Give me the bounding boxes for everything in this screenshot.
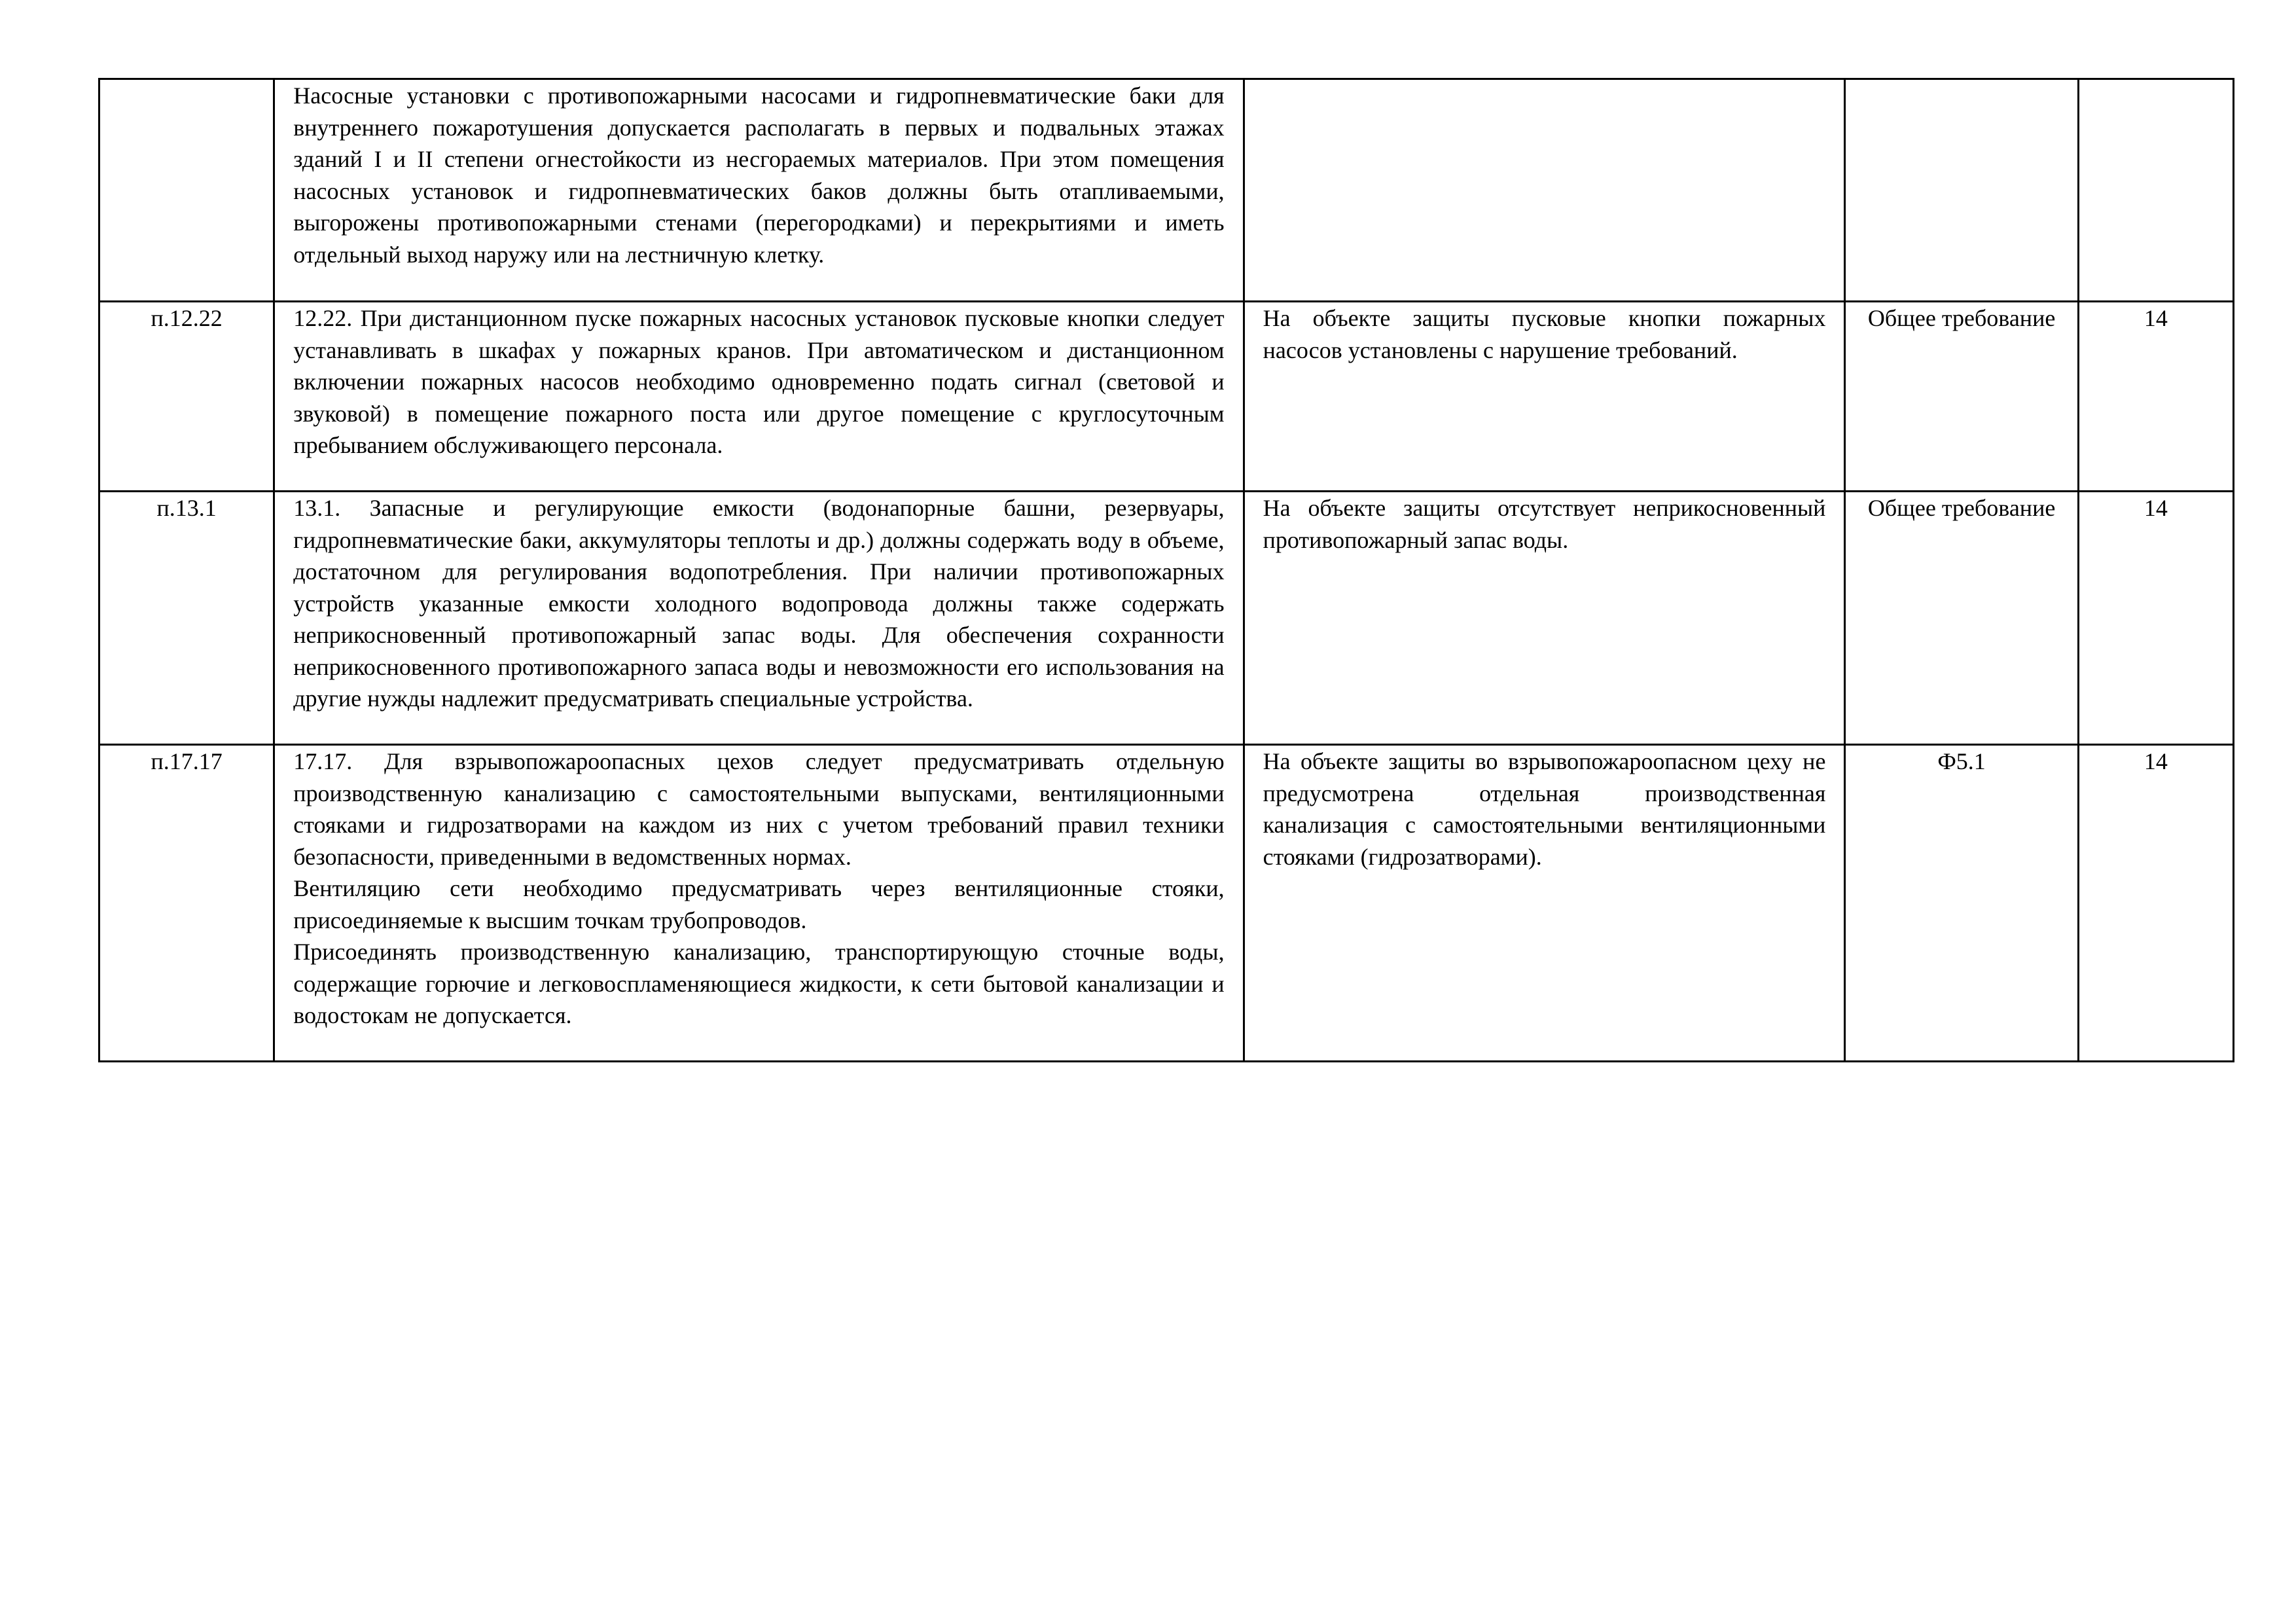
violation-text: На объекте защиты пусковые кнопки пожарных насосов установлены с нарушение требований.: [1263, 305, 1826, 363]
violation-text: На объекте защиты отсутствует неприкосновенный противопожарный запас воды.: [1263, 495, 1826, 553]
requirement-paragraph: 17.17. Для взрывопожароопасных цехов следует предусматривать отдельную производственную канализацию с самостоятельными выпусками, вентиляционными стояками и гидрозатворами на каждом из них с учетом требований правил техники безопасности, приведенными в ведомственных нормах.: [293, 748, 1225, 870]
requirement-text-cell: [274, 745, 1244, 1062]
requirements-table: [98, 78, 2234, 1062]
table-row: [99, 79, 2234, 302]
regulation-document-cell: Общее требование: [1845, 492, 2078, 745]
clause-reference-cell: [99, 79, 274, 302]
violation-description-cell: [1244, 302, 1845, 492]
violation-description-cell: [1244, 745, 1845, 1062]
table-row: [99, 745, 2234, 1062]
requirement-text-cell: [274, 492, 1244, 745]
regulation-document-cell: Ф5.1: [1845, 745, 2078, 1062]
violation-description-cell: [1244, 492, 1845, 745]
number-cell: 14: [2078, 302, 2233, 492]
clause-reference-cell: п.12.22: [99, 302, 274, 492]
clause-reference-cell: п.17.17: [99, 745, 274, 1062]
regulation-document-cell: [1845, 79, 2078, 302]
table-row: [99, 302, 2234, 492]
requirement-text-cell: [274, 79, 1244, 302]
number-cell: 14: [2078, 745, 2233, 1062]
requirement-paragraph: Насосные установки с противопожарными насосами и гидропневматические баки для внутреннего пожаротушения допускается располагать в первых и подвальных этажах зданий I и II степени огнестойкости из несгораемых материалов. При этом помещения насосных установок и гидропневматических баков должны быть отапливаемыми, выгорожены противопожарными стенами (перегородками) и перекрытиями и иметь отдельный выход наружу или на лестничную клетку.: [293, 82, 1225, 268]
clause-reference-cell: п.13.1: [99, 492, 274, 745]
requirement-paragraph: Присоединять производственную канализацию, транспортирующую сточные воды, содержащие горючие и легковоспламеняющиеся жидкости, к сети бытовой канализации и водостокам не допускается.: [293, 939, 1225, 1028]
regulation-document-cell: Общее требование: [1845, 302, 2078, 492]
requirement-paragraph: 13.1. Запасные и регулирующие емкости (водонапорные башни, резервуары, гидропневматические баки, аккумуляторы теплоты и др.) должны содержать воду в объеме, достаточном для регулирования водопотребления. При наличии противопожарных устройств указанные емкости холодного водопровода должны также содержать неприкосновенный противопожарный запас воды. Для обеспечения сохранности неприкосновенного противопожарного запаса воды и невозможности его использования на другие нужды надлежит предусматривать специальные устройства.: [293, 495, 1225, 712]
requirement-paragraph: 12.22. При дистанционном пуске пожарных насосных установок пусковые кнопки следует устанавливать в шкафах у пожарных кранов. При автоматическом и дистанционном включении пожарных насосов необходимо одновременно подать сигнал (световой и звуковой) в помещение пожарного поста или другое помещение с круглосуточным пребыванием обслуживающего персонала.: [293, 305, 1225, 458]
violation-description-cell: [1244, 79, 1845, 302]
table-row: [99, 492, 2234, 745]
number-cell: [2078, 79, 2233, 302]
requirement-text-cell: [274, 302, 1244, 492]
number-cell: 14: [2078, 492, 2233, 745]
violation-text: На объекте защиты во взрывопожароопасном цеху не предусмотрена отдельная производственная канализация с самостоятельными вентиляционными стояками (гидрозатворами).: [1263, 748, 1826, 870]
requirement-paragraph: Вентиляцию сети необходимо предусматривать через вентиляционные стояки, присоединяемые к высшим точкам трубопроводов.: [293, 875, 1225, 933]
